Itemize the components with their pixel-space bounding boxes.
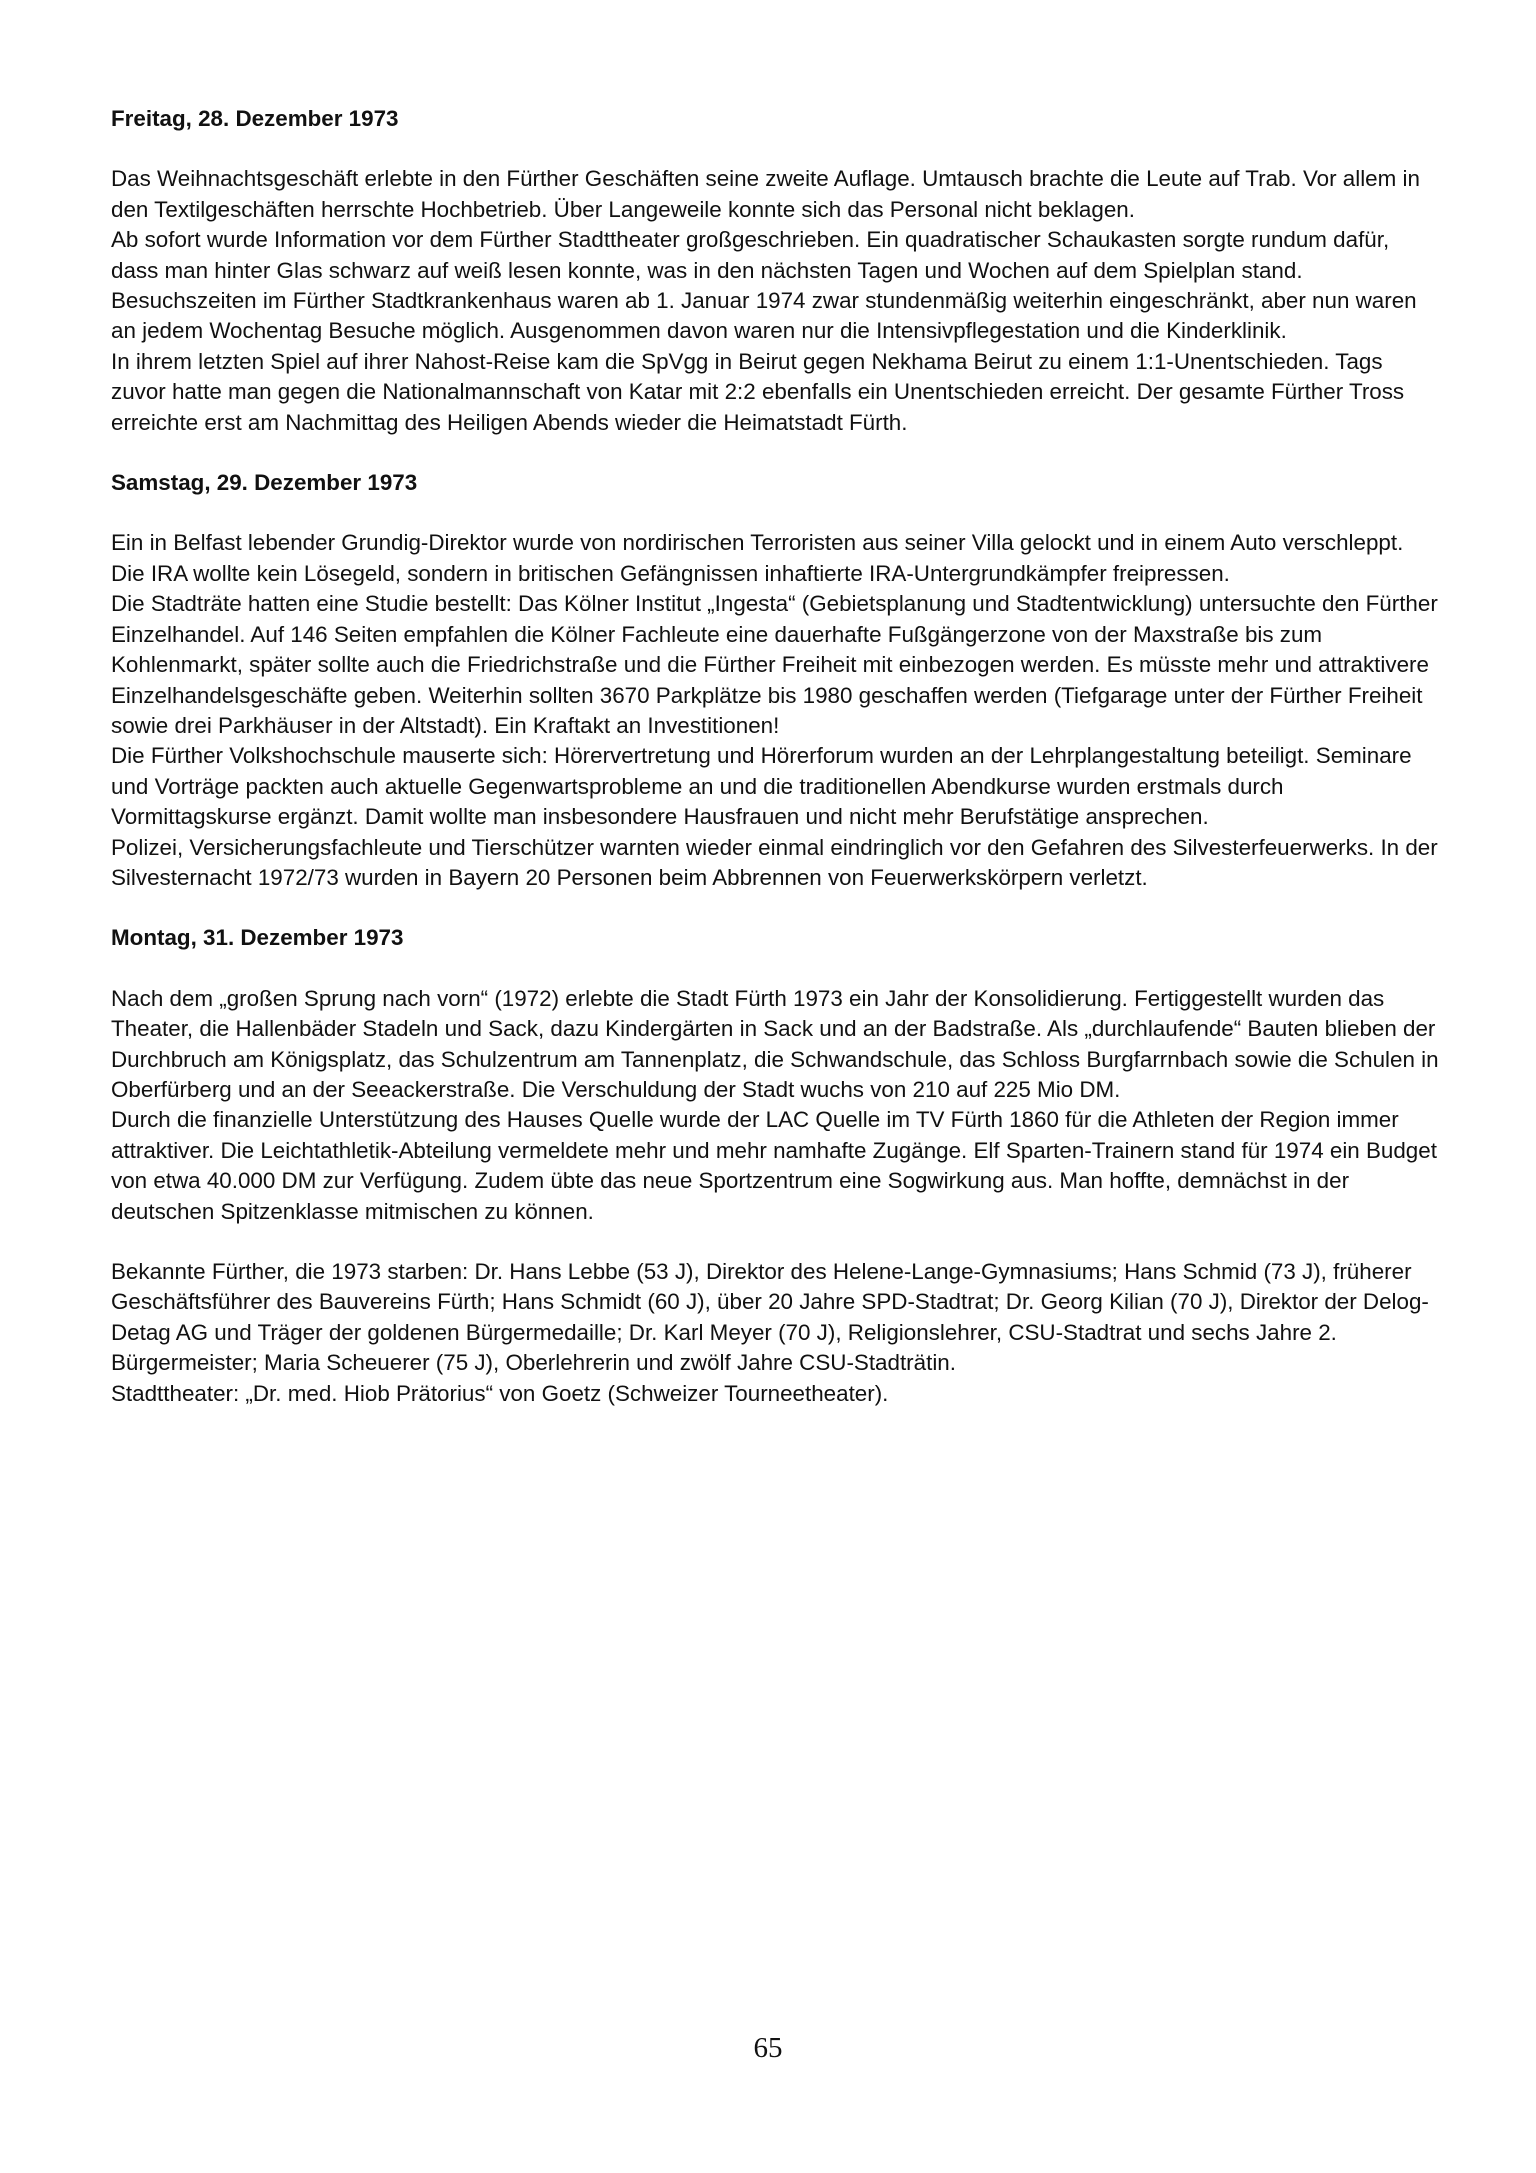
section-heading: Montag, 31. Dezember 1973: [111, 925, 404, 951]
section-friday: [111, 104, 1441, 438]
paragraph-spacer: [111, 1227, 1441, 1257]
page-number: 65: [753, 2032, 783, 2064]
paragraph: Polizei, Versicherungsfachleute und Tierschützer warnten wieder einmal eindringlich vor den Gefahren des Silvesterfeuerwerks. In der Silvesternacht 1972/73 wurden in Bayern 20 Personen beim Abbrennen von Feuerwerkskörpern verletzt.: [111, 834, 1438, 890]
paragraph: Nach dem „großen Sprung nach vorn“ (1972) erlebte die Stadt Fürth 1973 ein Jahr der Konsolidierung. Fertiggestellt wurden das Theater, die Hallenbäder Stadeln und Sack, dazu Kindergärten in Sack und an der Badstraße. Als „durchlaufende“ Bauten blieben der Durchbruch am Königsplatz, das Schulzentrum am Tannenplatz, die Schwandschule, das Schloss Burgfarrnbach sowie die Schulen in Oberfürberg und an der Seeackerstraße. Die Verschuldung der Stadt wuchs von 210 auf 225 Mio DM.: [111, 985, 1439, 1102]
paragraph-theater: Stadttheater: „Dr. med. Hiob Prätorius“ von Goetz (Schweizer Tourneetheater).: [111, 1380, 889, 1406]
paragraph: In ihrem letzten Spiel auf ihrer Nahost-Reise kam die SpVgg in Beirut gegen Nekhama Beirut zu einem 1:1-Unentschieden. Tags zuvor hatte man gegen die Nationalmannschaft von Katar mit 2:2 ebenfalls ein Unentschieden erreicht. Der gesamte Fürther Tross erreichte erst am Nachmittag des Heiligen Abends wieder die Heimatstadt Fürth.: [111, 348, 1405, 435]
paragraph: Die Fürther Volkshochschule mauserte sich: Hörervertretung und Hörerforum wurden an der Lehrplangestaltung beteiligt. Seminare und Vorträge packten auch aktuelle Gegenwartsprobleme an und die traditionellen Abendkurse wurden erstmals durch Vormittagskurse ergänzt. Damit wollte man insbesondere Hausfrauen und nicht mehr Berufstätige ansprechen.: [111, 743, 1412, 830]
paragraph: Das Weihnachtsgeschäft erlebte in den Fürther Geschäften seine zweite Auflage. Umtausch brachte die Leute auf Trab. Vor allem in den Textilgeschäften herrschte Hochbetrieb. Über Langeweile konnte sich das Personal nicht beklagen.: [111, 166, 1420, 222]
section-monday: [111, 923, 1441, 1409]
section-saturday: [111, 468, 1441, 893]
paragraph: Ein in Belfast lebender Grundig-Direktor wurde von nordirischen Terroristen aus seiner Villa gelockt und in einem Auto verschleppt. Die IRA wollte kein Lösegeld, sondern in britischen Gefängnissen inhaftierte IRA-Untergrundkämpfer freipressen.: [111, 530, 1404, 586]
paragraph-deaths: Bekannte Fürther, die 1973 starben: Dr. Hans Lebbe (53 J), Direktor des Helene-Lange-Gymnasiums; Hans Schmid (73 J), früherer Geschäftsführer des Bauvereins Fürth; Hans Schmidt (60 J), über 20 Jahre SPD-Stadtrat; Dr. Georg Kilian (70 J), Direktor der Delog-Detag AG und Träger der goldenen Bürgermedaille; Dr. Karl Meyer (70 J), Religionslehrer, CSU-Stadtrat und sechs Jahre 2. Bürgermeister; Maria Scheuerer (75 J), Oberlehrerin und zwölf Jahre CSU-Stadträtin.: [111, 1259, 1429, 1376]
document-body: [111, 104, 1441, 1439]
paragraph: Besuchszeiten im Fürther Stadtkrankenhaus waren ab 1. Januar 1974 zwar stundenmäßig weiterhin eingeschränkt, aber nun waren an jedem Wochentag Besuche möglich. Ausgenommen davon waren nur die Intensivpflegestation und die Kinderklinik.: [111, 288, 1417, 344]
section-heading: Freitag, 28. Dezember 1973: [111, 106, 399, 131]
paragraph: Die Stadträte hatten eine Studie bestellt: Das Kölner Institut „Ingesta“ (Gebietsplanung und Stadtentwicklung) untersuchte den Fürther Einzelhandel. Auf 146 Seiten empfahlen die Kölner Fachleute eine dauerhafte Fußgängerzone von der Maxstraße bis zum Kohlenmarkt, später sollte auch die Friedrichstraße und die Fürther Freiheit mit einbezogen werden. Es müsste mehr und attraktivere Einzelhandelsgeschäfte geben. Weiterhin sollten 3670 Parkplätze bis 1980 geschaffen werden (Tiefgarage unter der Fürther Freiheit sowie drei Parkhäuser in der Altstadt). Ein Kraftakt an Investitionen!: [111, 591, 1438, 738]
section-heading: Samstag, 29. Dezember 1973: [111, 470, 418, 496]
paragraph: Durch die finanzielle Unterstützung des Hauses Quelle wurde der LAC Quelle im TV Fürth 1860 für die Athleten der Region immer attraktiver. Die Leichtathletik-Abteilung vermeldete mehr und mehr namhafte Zugänge. Elf Sparten-Trainern stand für 1974 ein Budget von etwa 40.000 DM zur Verfügung. Zudem übte das neue Sportzentrum eine Sogwirkung aus. Man hoffte, demnächst in der deutschen Spitzenklasse mitmischen zu können.: [111, 1107, 1437, 1224]
paragraph: Ab sofort wurde Information vor dem Fürther Stadttheater großgeschrieben. Ein quadratischer Schaukasten sorgte rundum dafür, dass man hinter Glas schwarz auf weiß lesen konnte, was in den nächsten Tagen und Wochen auf dem Spielplan stand.: [111, 227, 1390, 283]
